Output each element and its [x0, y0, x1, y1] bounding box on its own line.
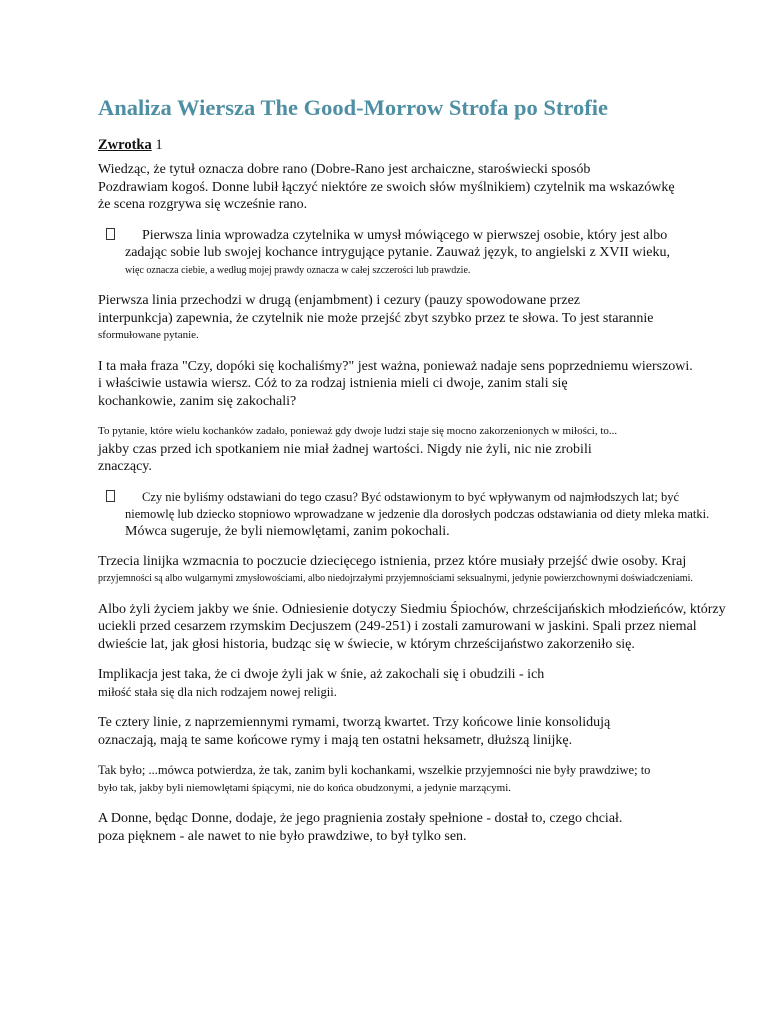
text-line: Pozdrawiam kogoś. Donne lubił łączyć niektóre ze swoich słów myślnikiem) czytelnik ma wskazówkę	[98, 179, 675, 195]
text-line: było tak, jakby byli niemowlętami śpiącymi, nie do końca obudzonymi, a jedynie marzącymi.	[98, 781, 512, 794]
text-line: kochankowie, zanim się zakochali?	[98, 393, 297, 409]
text-line: uciekli przed cesarzem rzymskim Decjuszem (249-251) i zostali zamurowani w jaskini. Spali przez niemal	[98, 619, 697, 634]
paragraph-9	[98, 762, 738, 797]
text-line: To pytanie, które wielu kochanków zadało, ponieważ gdy dwoje ludzi staje się mocno zakorzenionych w miłości, to...	[98, 425, 618, 437]
text-line: i właściwie ustawia wiersz. Cóż to za rodzaj istnienia mieli ci dwoje, zanim stali się	[98, 376, 568, 391]
text-line: Wiedząc, że tytuł oznacza dobre rano (Dobre-Rano jest archaiczne, staroświecki sposób	[98, 162, 591, 177]
paragraph-6	[98, 601, 738, 654]
text-line: interpunkcja) zapewnia, że czytelnik nie może przejść zbyt szybko przez te słowa. To jest starannie	[98, 310, 654, 326]
text-line: dwieście lat, jak głosi historia, budząc się w świecie, w którym chrześcijaństwo zakorzeniło się.	[98, 636, 635, 652]
paragraph-4	[98, 423, 738, 476]
text-line: Mówca sugeruje, że byli niemowlętami, zanim pokochali.	[125, 523, 450, 539]
text-line: Albo żyli życiem jakby we śnie. Odniesienie dotyczy Siedmiu Śpiochów, chrześcijańskich młodzieńców, którzy	[98, 601, 726, 617]
paragraph-1	[98, 161, 738, 214]
text-line: I ta mała fraza "Czy, dopóki się kochaliśmy?" jest ważna, ponieważ nadaje sens poprzedniemu wierszowi.	[98, 358, 693, 374]
bullet-item-1	[98, 227, 738, 280]
stanza-heading	[98, 136, 738, 154]
text-line: niemowlę lub dziecko stopniowo wprowadzane w jedzenie dla dorosłych podczas odstawiania od diety mleka matki.	[125, 506, 710, 521]
text-line: Pierwsza linia wprowadza czytelnika w umysł mówiącego w pierwszej osobie, który jest albo	[142, 227, 668, 243]
text-line: przyjemności są albo wulgarnymi zmysłowościami, albo niedojrzałymi przyjemnościami seksualnymi, jedynie powierzchownymi doświadczeniami.	[98, 573, 693, 584]
paragraph-7	[98, 666, 738, 701]
text-line: znaczący.	[98, 459, 152, 474]
paragraph-10	[98, 810, 738, 845]
paragraph-3	[98, 358, 738, 411]
bullet-box-icon	[106, 490, 115, 502]
text-line: A Donne, będąc Donne, dodaje, że jego pragnienia zostały spełnione - dostał to, czego chciał.	[98, 811, 623, 826]
paragraph-2	[98, 292, 738, 345]
text-line: oznaczają, mają te same końcowe rymy i mają ten ostatni heksametr, dłuższą linijkę.	[98, 732, 573, 748]
text-line: Trzecia linijka wzmacnia to poczucie dziecięcego istnienia, przez które musiały przejść dwie osoby. Kraj	[98, 553, 687, 569]
text-line: zadając sobie lub swojej kochance intrygujące pytanie. Zauważ język, to angielski z XVII wieku,	[125, 245, 671, 260]
text-line: Tak było; ...mówca potwierdza, że tak, zanim byli kochankami, wszelkie przyjemności nie były prawdziwe; to	[98, 763, 651, 777]
text-line: Pierwsza linia przechodzi w drugą (enjambment) i cezury (pauzy spowodowane przez	[98, 293, 581, 308]
text-line: Te cztery linie, z naprzemiennymi rymami, tworzą kwartet. Trzy końcowe linie konsolidują	[98, 715, 611, 730]
bullet-item-2	[98, 489, 738, 540]
text-line: Czy nie byliśmy odstawiani do tego czasu? Być odstawionym to być wpływanym od najmłodszych lat; być	[142, 489, 680, 504]
text-line: że scena rozgrywa się wcześnie rano.	[98, 197, 308, 212]
text-line: Implikacja jest taka, że ci dwoje żyli jak w śnie, aż zakochali się i obudzili - ich	[98, 667, 545, 682]
text-line: jakby czas przed ich spotkaniem nie miał żadnej wartości. Nigdy nie żyli, nic nie zrobili	[98, 441, 592, 457]
text-line: poza pięknem - ale nawet to nie było prawdziwe, to był tylko sen.	[98, 828, 467, 844]
stanza-heading-number: 1	[155, 137, 163, 153]
page-title: Analiza Wiersza The Good-Morrow Strofa po Strofie	[98, 95, 608, 120]
stanza-heading-label: Zwrotka	[98, 137, 152, 153]
text-line: więc oznacza ciebie, a według mojej prawdy oznacza w całej szczerości lub prawdzie.	[125, 264, 471, 276]
paragraph-5	[98, 553, 738, 588]
text-line: sformułowane pytanie.	[98, 329, 199, 341]
document-page	[98, 94, 738, 858]
bullet-box-icon	[106, 228, 115, 240]
text-line: miłość stała się dla nich rodzajem nowej religii.	[98, 684, 337, 699]
paragraph-8	[98, 714, 738, 749]
